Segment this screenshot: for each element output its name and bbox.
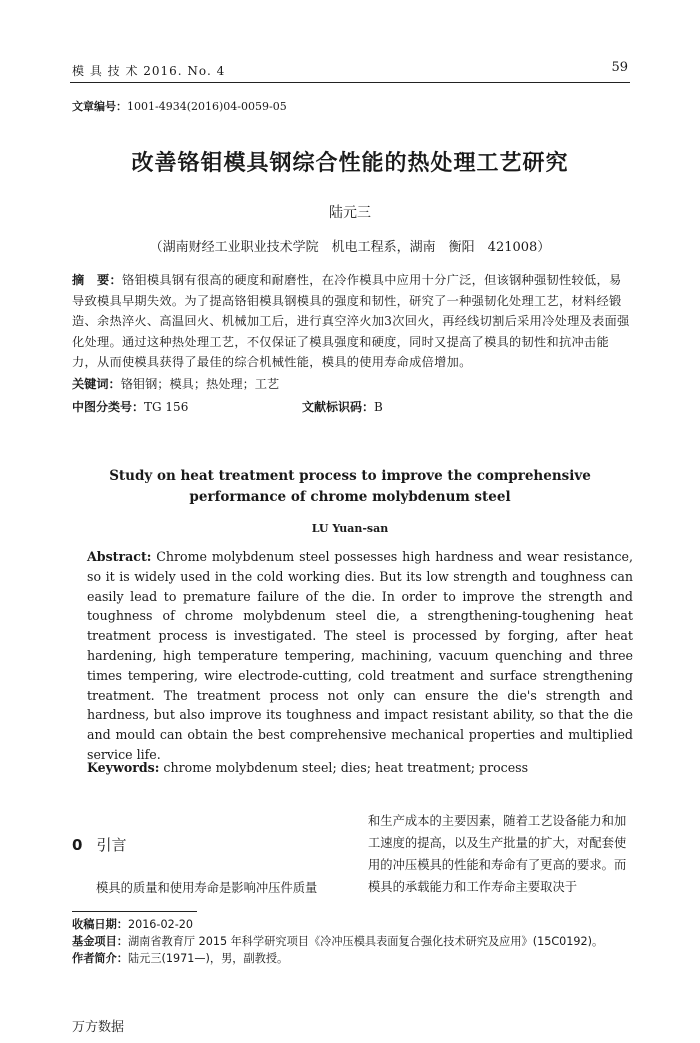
keywords-chinese-label: 关键词： [72, 377, 121, 391]
document-code-value: B [374, 400, 383, 414]
section-heading [72, 834, 126, 855]
abstract-chinese-label: 摘 要： [72, 273, 122, 287]
abstract-english-text: Chrome molybdenum steel possesses high hardness and wear resistance, so it is widely used in the cold working dies. But its low strength and toughness can easily lead to premature failure of the die. In order to improve the strength and toughness of chrome molybdenum steel die, a strengthening-toughening heat treatment process is investigated. The steel is processed by forging, after heat hardening, high temperature tempering, machining, vacuum quenching and three times tempering, wire electrode-cutting, cold treatment and surface strengthening treatment. The treatment process not only can ensure the die's strength and hardness, but also improve its toughness and impact resistant ability, so that the die and mould can obtain the best comprehensive mechanical properties and multiplied service life. [87, 549, 633, 762]
affiliation-chinese: （湖南财经工业职业技术学院 机电工程系，湖南 衡阳 421008） [149, 240, 551, 255]
footnote-fund [72, 933, 603, 949]
abstract-chinese [72, 270, 632, 373]
footnote-received [72, 916, 193, 932]
classification-value: TG 156 [144, 400, 189, 414]
header-rule [70, 82, 630, 83]
keywords-chinese [72, 375, 279, 392]
section-title: 引言 [96, 836, 127, 854]
abstract-english-label: Abstract: [87, 549, 152, 564]
title-chinese: 改善铬钼模具钢综合性能的热处理工艺研究 [131, 151, 569, 176]
keywords-chinese-text: 铬钼钢；模具；热处理；工艺 [120, 377, 280, 391]
classification-number [72, 398, 188, 415]
article-number-value: 1001-4934(2016)04-0059-05 [127, 100, 287, 113]
body-text-right-column: 和生产成本的主要因素，随着工艺设备能力和加工速度的提高，以及生产批量的扩大，对配套使用的冲压模具的性能和寿命有了更高的要求。而模具的承载能力和工作寿命主要取决于 [368, 814, 627, 894]
article-number [72, 98, 287, 114]
keywords-english-text: chrome molybdenum steel; dies; heat treatment; process [159, 760, 529, 775]
author-chinese: 陆元三 [329, 205, 371, 221]
document-code-label: 文献标识码： [302, 400, 375, 414]
abstract-chinese-text: 铬钼模具钢有很高的硬度和耐磨性，在冷作模具中应用十分广泛，但该钢种强韧性较低，易导致模具早期失效。为了提高铬钼模具钢模具的强度和韧性，研究了一种强韧化处理工艺，材料经锻造、余热淬火、高温回火、机械加工后，进行真空淬火加3次回火，再经线切割后采用冷处理及表面强化处理。通过这种热处理工艺，不仅保证了模具强度和硬度，同时又提高了模具的韧性和抗冲击能力，从而使模具获得了最佳的综合机械性能，模具的使用寿命成倍增加。 [72, 273, 630, 369]
author-english: LU Yuan-san [311, 522, 389, 535]
keywords-english [87, 760, 528, 775]
document-code [302, 398, 383, 415]
section-number: 0 [72, 836, 83, 854]
footnote-fund-label: 基金项目： [72, 935, 128, 948]
footnote-rule [72, 911, 197, 912]
title-english: Study on heat treatment process to improve the comprehensive performance of chrome molybdenum steel [109, 468, 591, 505]
watermark: 万方数据 [72, 1020, 125, 1035]
footnote-author [72, 950, 288, 966]
article-number-label: 文章编号： [72, 100, 127, 113]
footnote-author-text: 陆元三(1971—)，男，副教授。 [127, 952, 289, 965]
classification-label: 中图分类号： [72, 400, 145, 414]
page-number: 59 [611, 60, 628, 75]
footnote-fund-text: 湖南省教育厅 2015 年科学研究项目《冷冲压模具表面复合强化技术研究及应用》(15C0192)。 [127, 935, 604, 948]
footnote-received-label: 收稿日期： [72, 918, 128, 931]
body-text-left-column: 模具的质量和使用寿命是影响冲压件质量 [96, 881, 318, 895]
footnote-received-date: 2016-02-20 [127, 918, 193, 931]
keywords-english-label: Keywords: [87, 760, 160, 775]
running-header-journal: 模 具 技 术 2016. No. 4 [72, 64, 226, 78]
footnote-author-label: 作者简介： [72, 952, 128, 965]
abstract-english [87, 547, 633, 765]
